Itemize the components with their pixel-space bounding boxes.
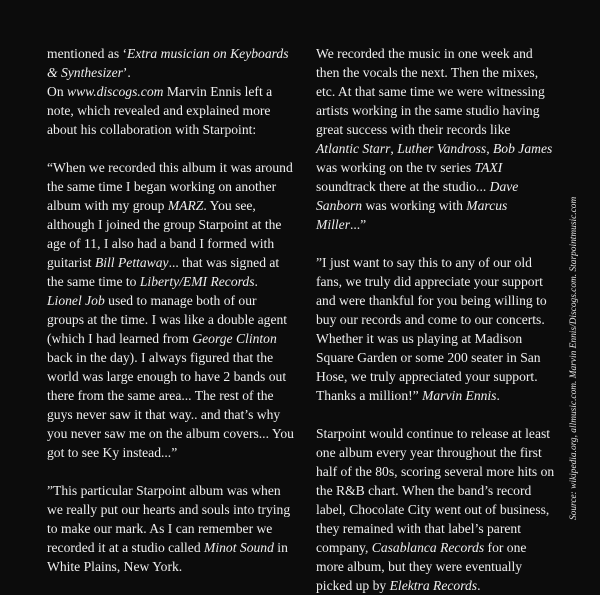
text-run: ... that was signed at the same time to — [47, 255, 280, 289]
text-run: was working on the tv series — [316, 160, 475, 175]
italic-text: MARZ — [167, 198, 204, 213]
text-run: . — [496, 388, 500, 403]
italic-text: Bill Pettaway — [94, 255, 169, 270]
text-run: ’. — [122, 65, 131, 80]
paragraph — [316, 424, 556, 595]
italic-text: Lionel Job — [47, 293, 105, 308]
text-run: mentioned as ‘ — [47, 46, 128, 61]
text-run: We recorded the music in one week and then the vocals the next. Then the mixes, etc. At that same time we were witnessing artists working in the same studio having great success with their records like — [316, 46, 545, 137]
text-run: ”This particular Starpoint album was when we really put our hearts and souls into trying to make our mark. As I can remember we recorded it at a studio called — [47, 483, 291, 555]
text-run: soundtrack there at the studio... — [316, 179, 490, 194]
text-run: in White Plains, New York. — [47, 540, 288, 574]
text-run: . You see, although I joined the group Starpoint at the age of 11, I also had a band I formed with guitarist — [47, 198, 282, 270]
text-run: back in the day). I always figured that the world was large enough to have 2 bands out there from the same area... The rest of the guys never saw it that way.. and that’s why you never saw me on the album covers... You got to see Ky instead...” — [47, 350, 294, 460]
italic-text: TAXI — [474, 160, 503, 175]
text-run: ...” — [349, 217, 367, 232]
italic-text: Elektra Records — [389, 578, 478, 593]
source-credit: Source: wikipedia.org, allmusic.com. Marvin Ennis/Discogs.com. Starpointmusic.com — [569, 196, 579, 520]
italic-text: Luther Vandross — [397, 141, 487, 156]
quote-paragraph — [47, 158, 294, 462]
text-run: . — [254, 274, 258, 289]
quote-paragraph — [47, 481, 294, 576]
italic-text: Extra musician on Keyboards & Synthesizer — [47, 46, 289, 80]
text-run: for one more album, but they were eventually picked up by — [316, 540, 527, 593]
italic-text: George Clinton — [192, 331, 277, 346]
quote-paragraph — [316, 253, 556, 405]
text-run: was working with — [362, 198, 467, 213]
text-run: , — [486, 141, 493, 156]
text-run: Marvin Ennis left a note, which revealed and explained more about his collaboration with Starpoint: — [47, 84, 273, 137]
website-link-text: www.discogs.com — [67, 84, 164, 99]
italic-text: Marcus Miller — [316, 198, 508, 232]
text-run: On — [47, 84, 68, 99]
text-run: . — [477, 578, 481, 593]
italic-text: Liberty/EMI Records — [139, 274, 255, 289]
text-run: Starpoint would continue to release at least one album every year throughout the first half of the 80s, scoring several more hits on the R&B chart. When the band’s record label, Chocolate City went out of business, they remained with that label’s parent company, — [316, 426, 555, 555]
text-run: ”I just want to say this to any of our old fans, we truly did appreciate your support and were thankful for you being willing to buy our records and come to our concerts. Whether it was us playing at Madison Square Garden or some 200 seater in San Hose, we truly appreciated your support. Thanks a million!” — [316, 255, 547, 403]
italic-text: Marvin Ennis — [422, 388, 497, 403]
italic-text: Bob James — [493, 141, 553, 156]
left-text-column — [47, 44, 294, 576]
text-run: , — [390, 141, 398, 156]
paragraph — [316, 44, 556, 234]
italic-text: Minot Sound — [204, 540, 274, 555]
right-text-column — [316, 44, 556, 595]
paragraph — [47, 44, 294, 139]
italic-text: Casablanca Records — [371, 540, 485, 555]
italic-text: Atlantic Starr — [316, 141, 391, 156]
text-run: used to manage both of our groups at the time. I was like a double agent (which I had learned from — [47, 293, 288, 346]
text-run: “When we recorded this album it was around the same time I began working on another album with my group — [47, 160, 293, 213]
italic-text: Dave Sanborn — [316, 179, 519, 213]
